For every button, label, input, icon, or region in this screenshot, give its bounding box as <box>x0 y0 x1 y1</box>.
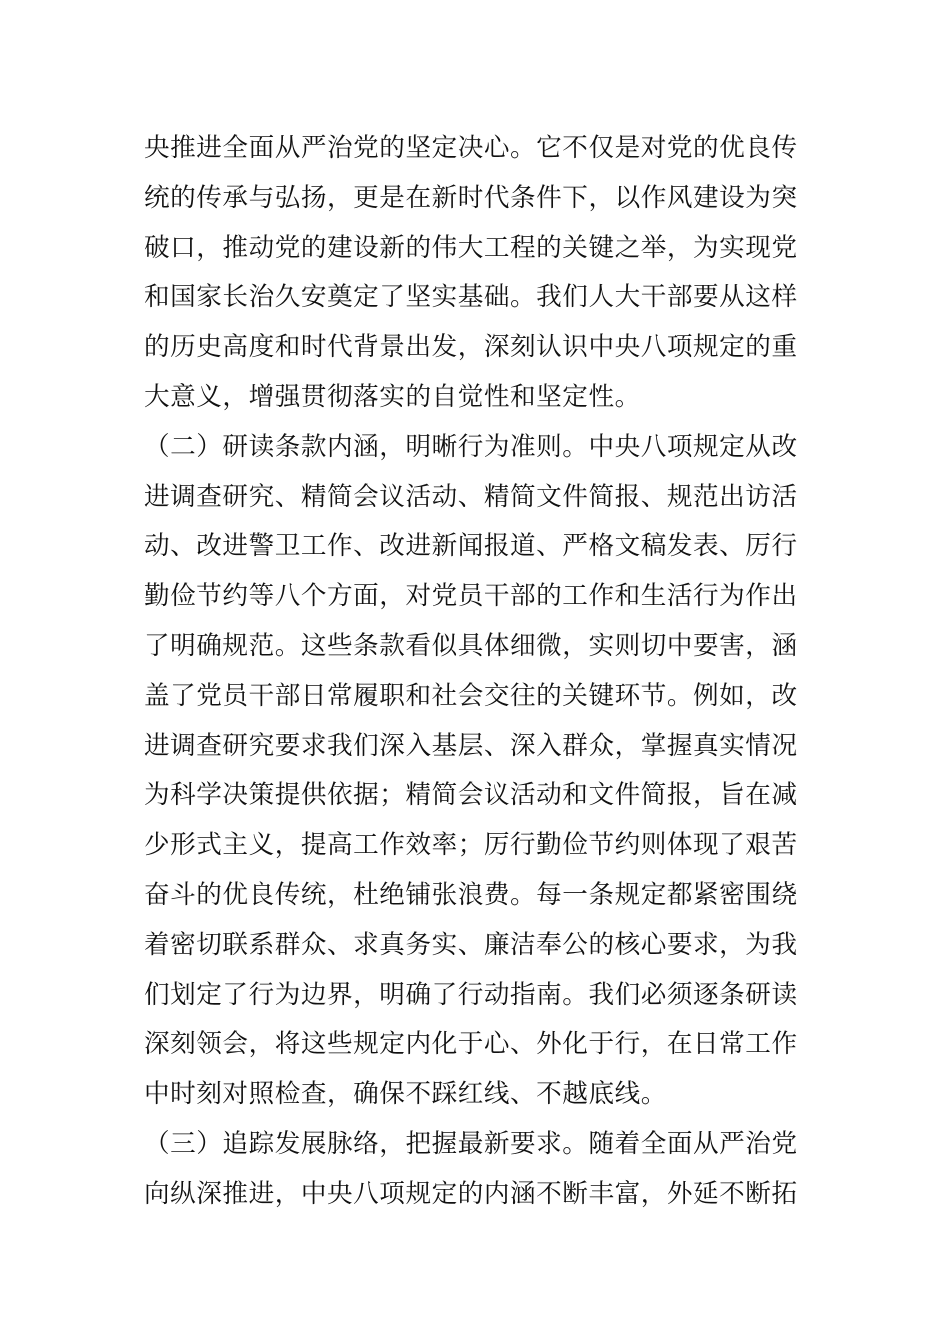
text-line: 了明确规范。这些条款看似具体细微，实则切中要害，涵 <box>144 630 798 661</box>
text-line: 统的传承与弘扬，更是在新时代条件下，以作风建设为突 <box>144 182 798 213</box>
text-line: 少形式主义，提高工作效率；厉行勤俭节约则体现了艰苦 <box>144 830 798 861</box>
text-line: 向纵深推进，中央八项规定的内涵不断丰富，外延不断拓 <box>144 1178 798 1209</box>
text-line: 进调查研究要求我们深入基层、深入群众，掌握真实情况 <box>144 730 798 761</box>
document-body-text <box>144 124 809 1220</box>
text-line: 深刻领会，将这些规定内化于心、外化于行，在日常工作 <box>144 1029 798 1060</box>
text-line: 央推进全面从严治党的坚定决心。它不仅是对党的优良传 <box>144 133 798 163</box>
text-line: 大意义，增强贯彻落实的自觉性和坚定性。 <box>144 381 641 412</box>
text-line: 的历史高度和时代背景出发，深刻认识中央八项规定的重 <box>144 332 798 363</box>
text-line: 盖了党员干部日常履职和社会交往的关键环节。例如，改 <box>144 680 798 711</box>
text-line: 和国家长治久安奠定了坚实基础。我们人大干部要从这样 <box>144 282 798 313</box>
text-line: 动、改进警卫工作、改进新闻报道、严格文稿发表、厉行 <box>144 531 798 562</box>
text-line: 奋斗的优良传统，杜绝铺张浪费。每一条规定都紧密围绕 <box>144 879 798 910</box>
text-line: 勤俭节约等八个方面，对党员干部的工作和生活行为作出 <box>144 581 798 612</box>
text-line: 们划定了行为边界，明确了行动指南。我们必须逐条研读 <box>144 979 798 1010</box>
section-heading-line: （二）研读条款内涵，明晰行为准则。中央八项规定从改 <box>144 431 798 462</box>
text-line: 着密切联系群众、求真务实、廉洁奉公的核心要求，为我 <box>144 929 798 960</box>
text-line: 为科学决策提供依据；精简会议活动和文件简报，旨在减 <box>144 780 798 811</box>
section-heading-line: （三）追踪发展脉络，把握最新要求。随着全面从严治党 <box>144 1128 798 1159</box>
text-line: 破口，推动党的建设新的伟大工程的关键之举，为实现党 <box>144 232 798 263</box>
text-line: 中时刻对照检查，确保不踩红线、不越底线。 <box>144 1079 667 1110</box>
text-line: 进调查研究、精简会议活动、精简文件简报、规范出访活 <box>144 481 798 512</box>
